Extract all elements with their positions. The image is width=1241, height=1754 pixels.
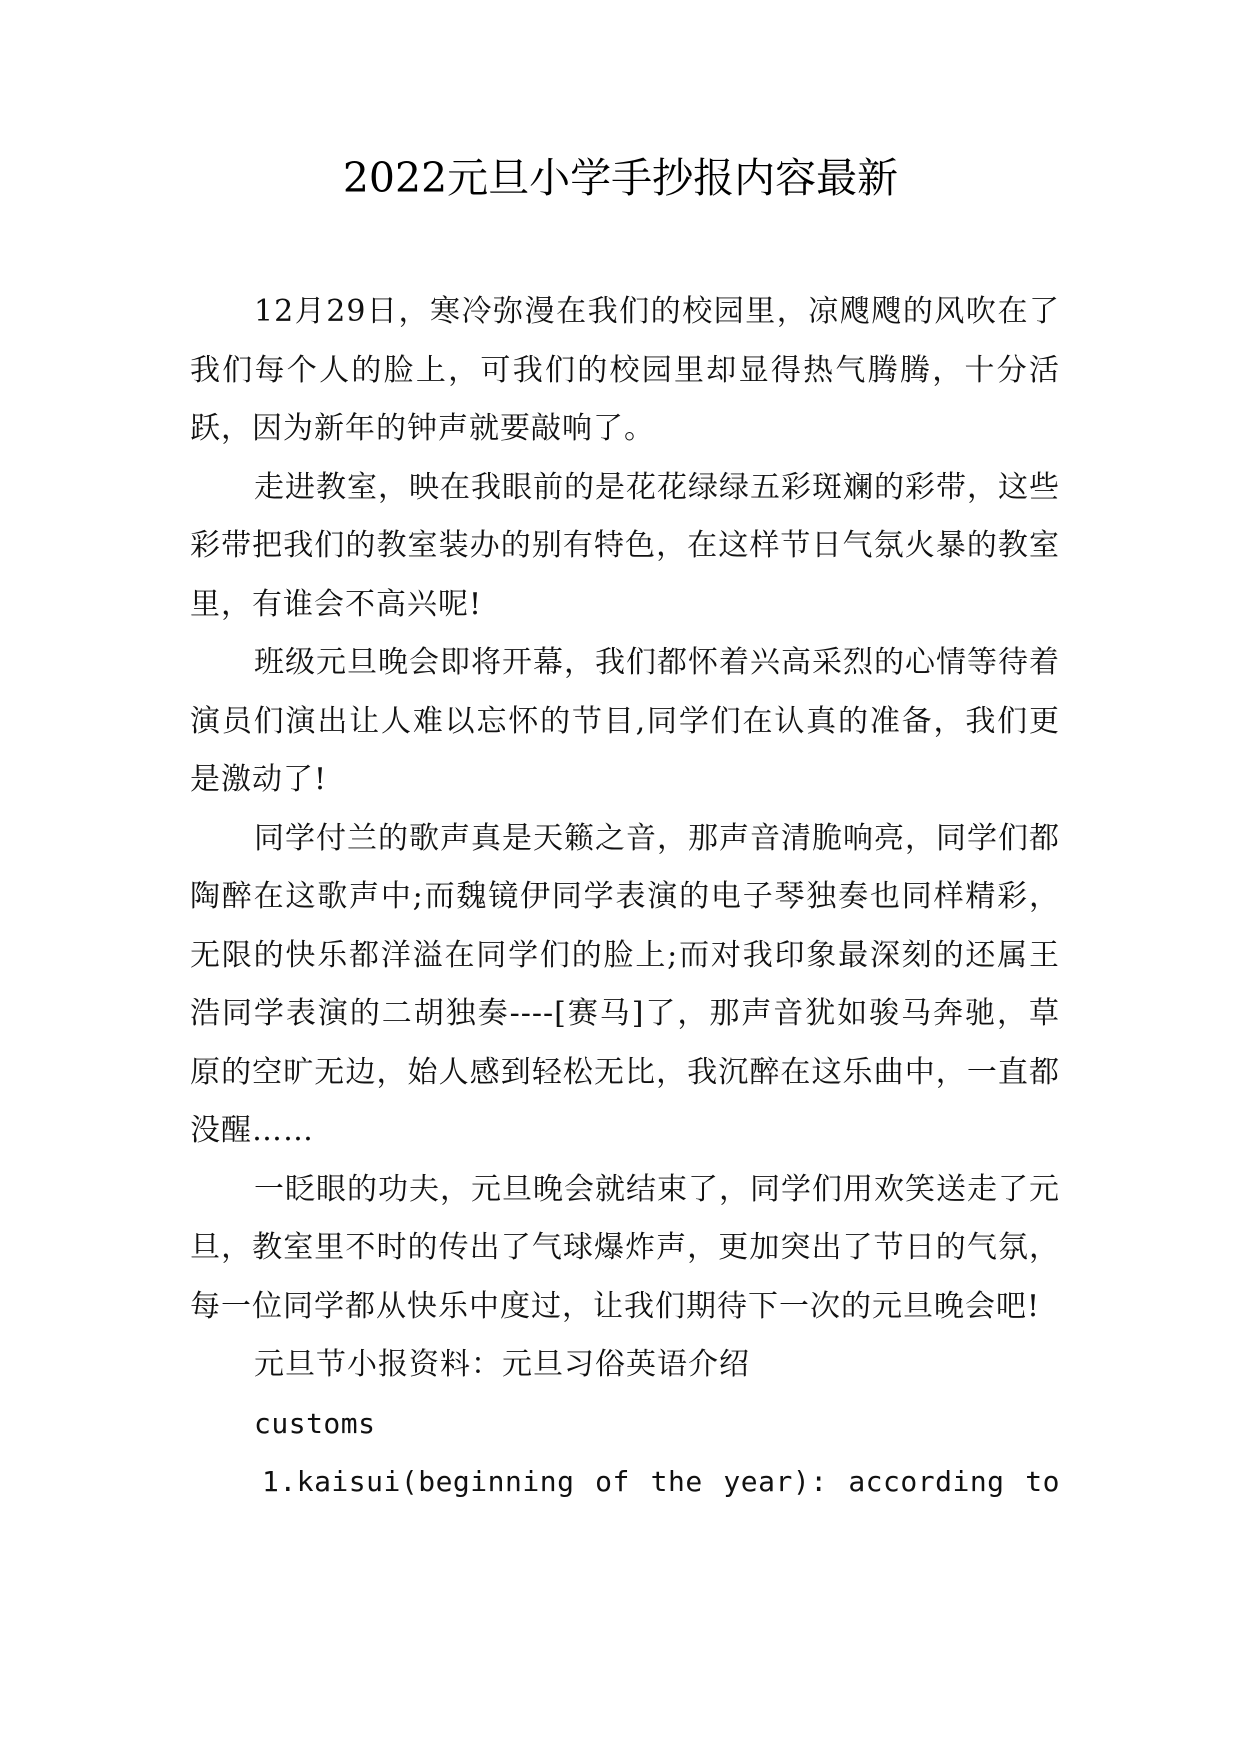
document-body	[190, 283, 1060, 1512]
paragraph-5: 一眨眼的功夫，元旦晚会就结束了，同学们用欢笑送走了元旦，教室里不时的传出了气球爆炸声，更加突出了节日的气氛，每一位同学都从快乐中度过，让我们期待下一次的元旦晚会吧!	[190, 1171, 1060, 1324]
custom-item-1: 1.kaisui(beginning of the year): according to	[262, 1465, 1060, 1498]
paragraph-1: 12月29日，寒冷弥漫在我们的校园里，凉飕飕的风吹在了我们每个人的脸上，可我们的校园里却显得热气腾腾，十分活跃，因为新年的钟声就要敲响了。	[190, 294, 1060, 446]
section-heading: 元旦节小报资料：元旦习俗英语介绍	[254, 1347, 750, 1382]
paragraph-3: 班级元旦晚会即将开幕，我们都怀着兴高采烈的心情等待着演员们演出让人难以忘怀的节目,同学们在认真的准备，我们更是激动了!	[190, 645, 1060, 797]
customs-label: customs	[254, 1406, 376, 1440]
paragraph-4: 同学付兰的歌声真是天籁之音，那声音清脆响亮，同学们都陶醉在这歌声中;而魏镜伊同学表演的电子琴独奏也同样精彩，无限的快乐都洋溢在同学们的脸上;而对我印象最深刻的还属王浩同学表演的二胡独奏----[赛马]了，那声音犹如骏马奔驰，草原的空旷无边，始人感到轻松无比，我沉醉在这乐曲中，一直都没醒……	[190, 820, 1060, 1148]
document-title: 2022元旦小学手抄报内容最新	[342, 154, 899, 202]
paragraph-2: 走进教室，映在我眼前的是花花绿绿五彩斑斓的彩带，这些彩带把我们的教室装办的别有特色，在这样节日气氛火暴的教室里，有谁会不高兴呢!	[190, 469, 1060, 622]
